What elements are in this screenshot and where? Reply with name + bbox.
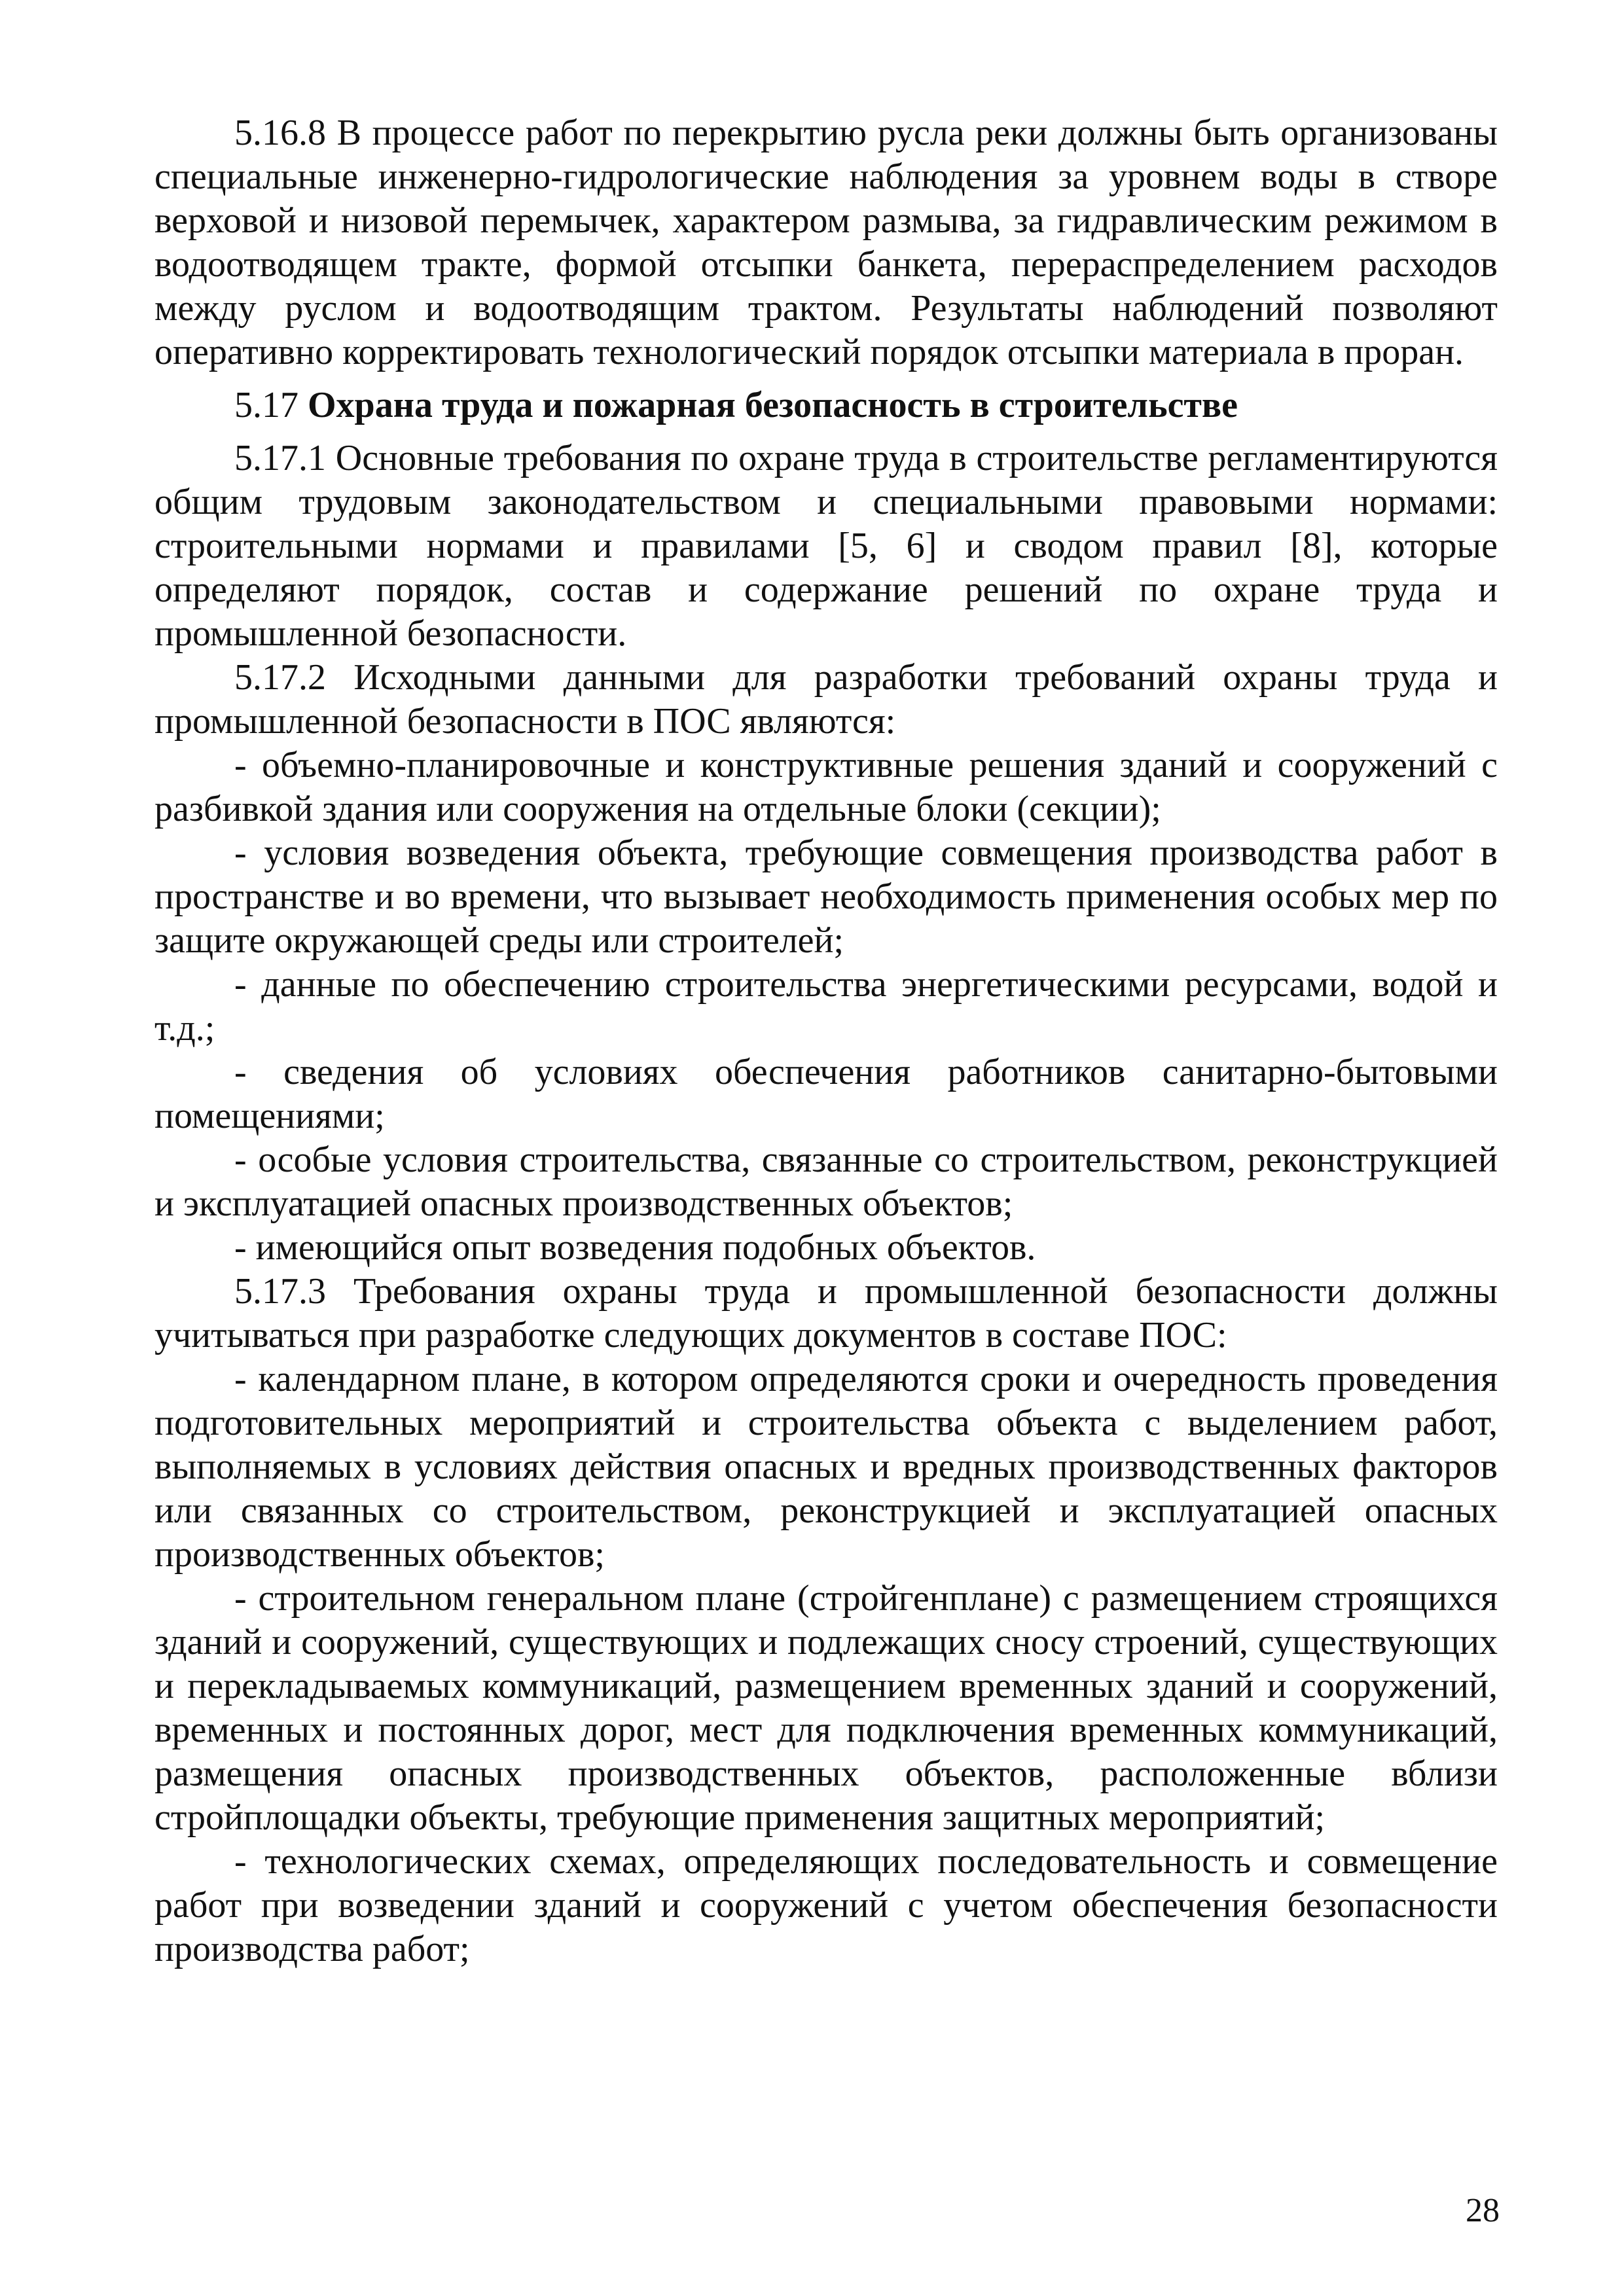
- list-item: - данные по обеспечению строительства энергетическими ресурсами, водой и т.д.;: [154, 964, 1498, 1049]
- list-item: - календарном плане, в котором определяются сроки и очередность проведения подготовительных мероприятий и строительства объекта с выделением работ, выполняемых в условиях действия опасных и вредных производственных факторов или связанных со строительством, реконструкцией и эксплуатацией опасных производственных объектов;: [154, 1359, 1498, 1575]
- paragraph-5-17-1: 5.17.1 Основные требования по охране труда в строительстве регламентируются общим трудовым законодательством и специальными правовыми нормами: строительными нормами и правилами [5, 6] и сводом правил [8], которые определяют порядок, состав и содержание решений по охране труда и промышленной безопасности.: [154, 438, 1498, 654]
- paragraph-5-17-3: 5.17.3 Требования охраны труда и промышленной безопасности должны учитываться при разработке следующих документов в составе ПОС:: [154, 1271, 1498, 1355]
- list-item: - условия возведения объекта, требующие совмещения производства работ в пространстве и во времени, что вызывает необходимость применения особых мер по защите окружающей среды или строителей;: [154, 833, 1498, 961]
- list-item: - технологических схемах, определяющих последовательность и совмещение работ при возведении зданий и сооружений с учетом обеспечения безопасности производства работ;: [154, 1841, 1498, 1969]
- list-item: - особые условия строительства, связанные со строительством, реконструкцией и эксплуатацией опасных производственных объектов;: [154, 1139, 1498, 1224]
- heading-title: Охрана труда и пожарная безопасность в строительстве: [308, 385, 1238, 425]
- list-item: - сведения об условиях обеспечения работников санитарно-бытовыми помещениями;: [154, 1052, 1498, 1136]
- section-heading-5-17: [154, 384, 1498, 427]
- page-number: 28: [1466, 2192, 1500, 2229]
- paragraph-5-16-8: 5.16.8 В процессе работ по перекрытию русла реки должны быть организованы специальные инженерно-гидрологические наблюдения за уровнем воды в створе верховой и низовой перемычек, характером размыва, за гидравлическим режимом в водоотводящем тракте, формой отсыпки банкета, перераспределением расходов между руслом и водоотводящим трактом. Результаты наблюдений позволяют оперативно корректировать технологический порядок отсыпки материала в проран.: [154, 113, 1498, 372]
- list-item: - объемно-планировочные и конструктивные решения зданий и сооружений с разбивкой здания или сооружения на отдельные блоки (секции);: [154, 745, 1498, 829]
- heading-number: 5.17: [234, 385, 298, 425]
- paragraph-5-17-2: 5.17.2 Исходными данными для разработки требований охраны труда и промышленной безопасности в ПОС являются:: [154, 657, 1498, 742]
- list-item: - имеющийся опыт возведения подобных объектов.: [234, 1227, 1036, 1268]
- document-page: [154, 111, 1498, 1971]
- list-item: - строительном генеральном плане (стройгенплане) с размещением строящихся зданий и сооружений, существующих и подлежащих сносу строений, существующих и перекладываемых коммуникаций, размещением временных зданий и сооружений, временных и постоянных дорог, мест для подключения временных коммуникаций, размещения опасных производственных объектов, расположенные вблизи стройплощадки объекты, требующие применения защитных мероприятий;: [154, 1578, 1498, 1838]
